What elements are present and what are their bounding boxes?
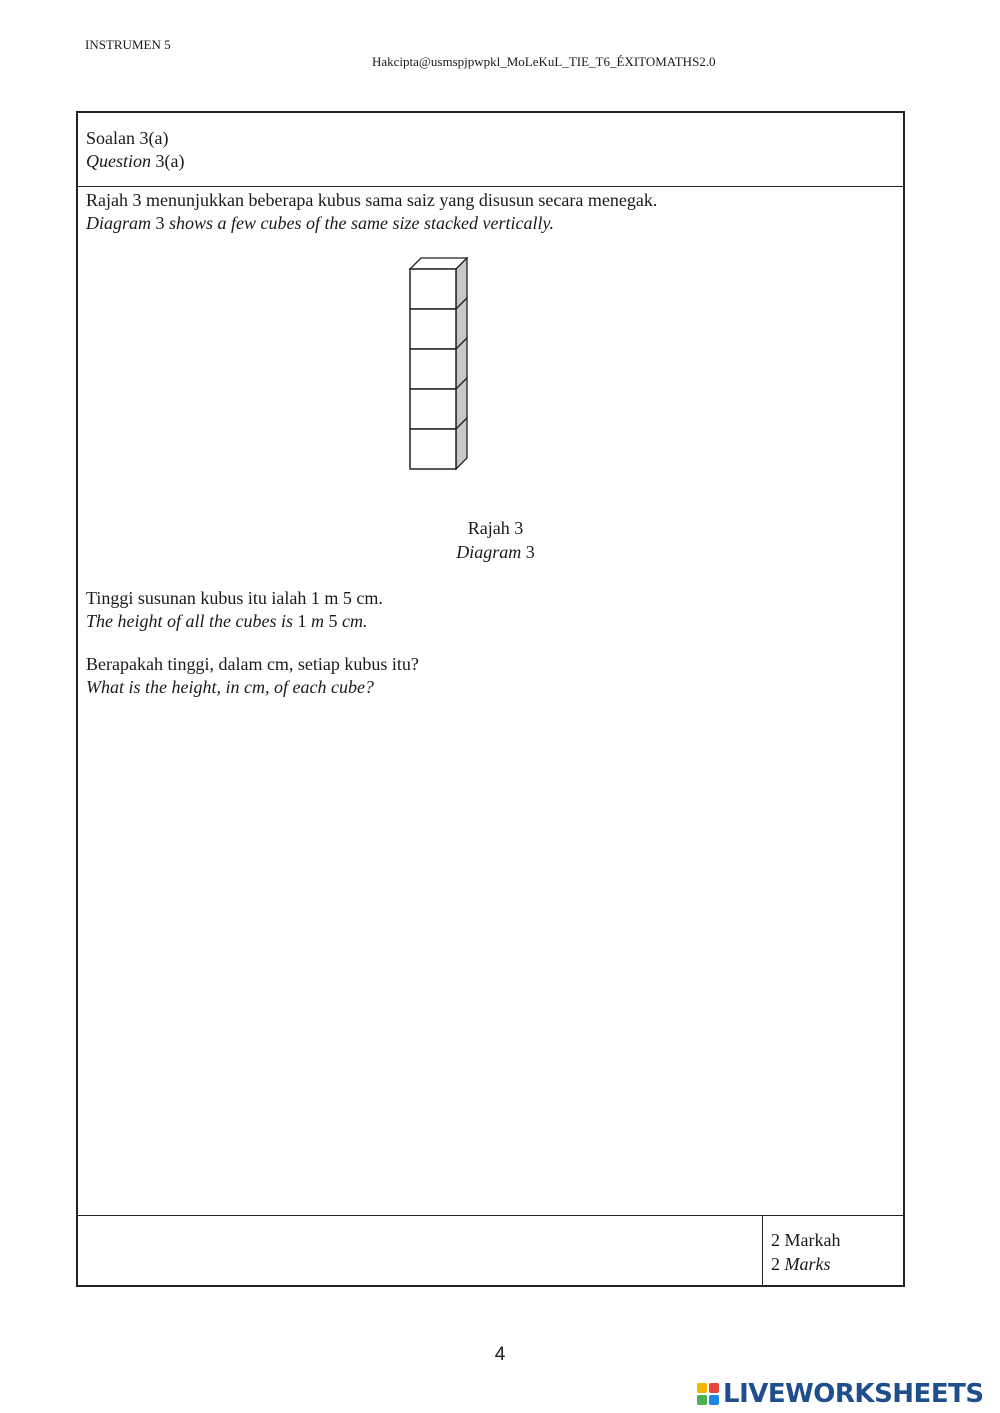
cube-front-face bbox=[410, 309, 456, 349]
intro-ms: Rajah 3 menunjukkan beberapa kubus sama saiz yang disusun secara menegak. bbox=[86, 190, 658, 210]
intro-en: Diagram 3 shows a few cubes of the same size stacked vertically. bbox=[86, 213, 554, 233]
page-number: 4 bbox=[494, 1344, 506, 1365]
question-prompt-ms: Berapakah tinggi, dalam cm, setiap kubus itu? bbox=[86, 654, 419, 674]
question-label-en: Question 3(a) bbox=[86, 151, 185, 171]
cube-front-face bbox=[410, 429, 456, 469]
diagram-caption bbox=[78, 516, 903, 564]
marks-ms: 2 Markah bbox=[771, 1230, 841, 1250]
liveworksheets-logo bbox=[697, 1377, 984, 1411]
question-frame bbox=[76, 111, 905, 1287]
marks-cell bbox=[762, 1216, 903, 1285]
question-label-ms: Soalan 3(a) bbox=[86, 128, 169, 148]
stacked-cubes-diagram bbox=[408, 257, 488, 487]
height-statement-en: The height of all the cubes is 1 m 5 cm. bbox=[86, 611, 368, 631]
cube-front-face bbox=[410, 389, 456, 429]
liveworksheets-logo-icon bbox=[697, 1383, 719, 1405]
height-statement-ms: Tinggi susunan kubus itu ialah 1 m 5 cm. bbox=[86, 588, 383, 608]
question-header-cell bbox=[78, 113, 903, 187]
question-body-cell bbox=[78, 187, 903, 1215]
question-prompt bbox=[86, 653, 419, 699]
question-prompt-en: What is the height, in cm, of each cube? bbox=[86, 677, 374, 697]
height-statement bbox=[86, 587, 383, 633]
header-copyright: Hakcipta@usmspjpwpkl_MoLeKuL_TIE_T6_ÉXITOMATHS2.0 bbox=[372, 54, 716, 69]
header-instrument: INSTRUMEN 5 bbox=[85, 37, 171, 52]
caption-en: Diagram 3 bbox=[456, 542, 535, 562]
cube-front-face bbox=[410, 349, 456, 389]
cube-front-face bbox=[410, 269, 456, 309]
marks-en: 2 Marks bbox=[771, 1254, 831, 1274]
answer-row bbox=[78, 1215, 903, 1285]
caption-ms: Rajah 3 bbox=[467, 518, 524, 538]
liveworksheets-logo-text: LIVEWORKSHEETS bbox=[723, 1379, 984, 1409]
